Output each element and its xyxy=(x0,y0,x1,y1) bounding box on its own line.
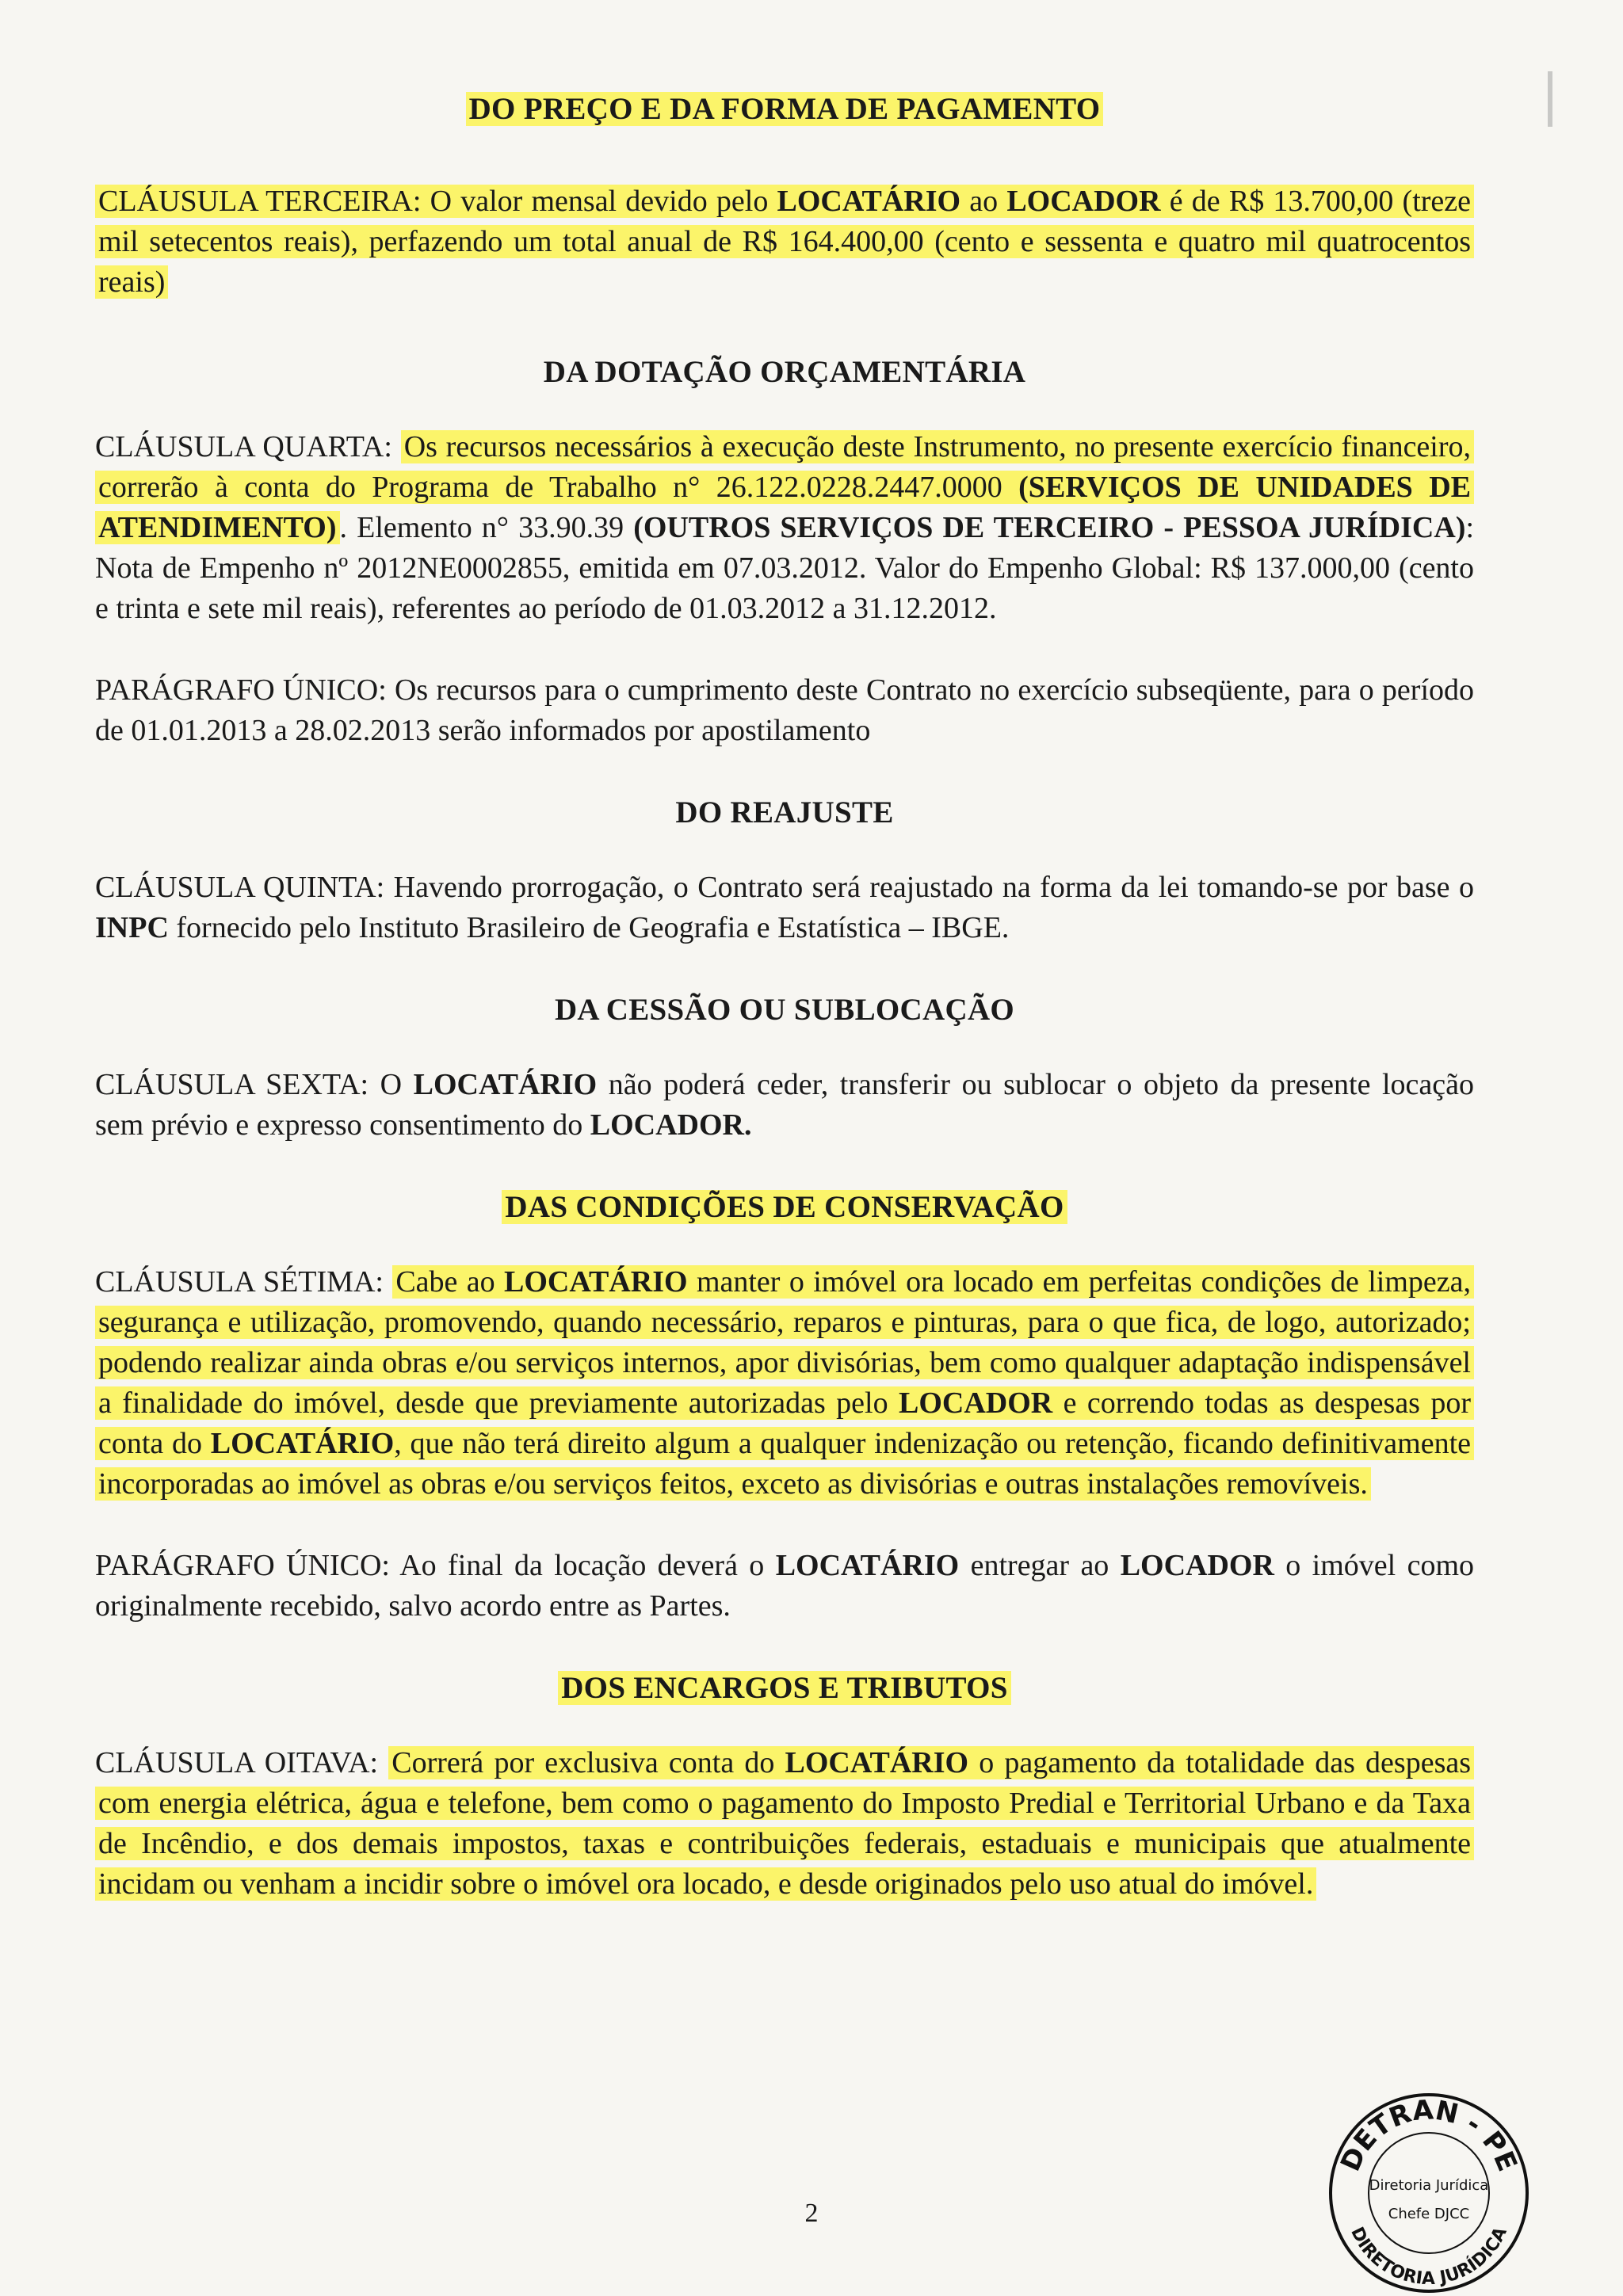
page-number: 2 xyxy=(804,2199,819,2228)
paragrafo-unico-conservacao: PARÁGRAFO ÚNICO: Ao final da locação deverá o LOCATÁRIO entregar ao LOCADOR o imóvel como originalmente recebido, salvo acordo entre as Partes. xyxy=(95,1549,1475,1623)
clause-label: CLÁUSULA TERCEIRA: xyxy=(98,185,422,218)
heading-conservacao: DAS CONDIÇÕES DE CONSERVAÇÃO xyxy=(95,1187,1474,1227)
stamp-line-2: Chefe DJCC xyxy=(1388,2206,1470,2222)
clause-label: CLÁUSULA SEXTA: xyxy=(95,1068,369,1101)
clausula-quinta: CLÁUSULA QUINTA: Havendo prorrogação, o Contrato será reajustado na forma da lei tomando-se por base o INPC fornecido pelo Instituto Brasileiro de Geografia e Estatística – IBGE. xyxy=(95,871,1474,944)
clausula-sexta: CLÁUSULA SEXTA: O LOCATÁRIO não poderá ceder, transferir ou sublocar o objeto da presente locação sem prévio e expresso consentimento do LOCADOR. xyxy=(95,1068,1475,1142)
clause-label: CLÁUSULA OITAVA: xyxy=(95,1746,379,1779)
stamp-bottom-text: DIRETORIA JURÍDICA xyxy=(1346,2224,1511,2290)
clausula-oitava: CLÁUSULA OITAVA: Correrá por exclusiva conta do LOCATÁRIO o pagamento da totalidade das despesas com energia elétrica, água e telefone, bem como o pagamento do Imposto Predial e Territorial Urbano e da Taxa de Incêndio, e dos demais impostos, taxas e contribuições federais, estaduais e municipais que atualmente incidam ou venham a incidir sobre o imóvel ora locado, e desde originados pelo uso atual do imóvel. xyxy=(95,1743,1474,1905)
heading-encargos: DOS ENCARGOS E TRIBUTOS xyxy=(95,1668,1474,1708)
clause-label: PARÁGRAFO ÚNICO: xyxy=(95,1549,390,1582)
clausula-quarta: CLÁUSULA QUARTA: Os recursos necessários à execução deste Instrumento, no presente exercício financeiro, correrão à conta do Programa de Trabalho n° 26.122.0228.2447.0000 (SERVIÇOS DE UNIDADES DE ATENDIMENTO) . Elemento n° 33.90.39 (OUTROS SERVIÇOS DE TERCEIRO - PESSOA JURÍDICA): Nota de Empenho nº 2012NE0002855, emitida em 07.03.2012. Valor do Empenho Global: R$ 137.000,00 (cento e trinta e sete mil reais), referentes ao período de 01.03.2012 a 31.12.2012. xyxy=(95,430,1474,625)
clause-label: CLÁUSULA SÉTIMA: xyxy=(95,1265,384,1299)
contract-body xyxy=(95,89,1474,1946)
clausula-terceira: CLÁUSULA TERCEIRA: O valor mensal devido pelo LOCATÁRIO ao LOCADOR é de R$ 13.700,00 (treze mil setecentos reais), perfazendo um total anual de R$ 164.400,00 (cento e sessenta e quatro mil quatrocentos reais) xyxy=(95,181,1474,303)
stamp-line-1: Diretoria Jurídica xyxy=(1369,2177,1489,2194)
clause-label: CLÁUSULA QUARTA: xyxy=(95,430,392,463)
clause-label: CLÁUSULA QUINTA: xyxy=(95,871,385,904)
stamp-top-text: DETRAN - PE xyxy=(1335,2094,1523,2176)
scan-edge-mark xyxy=(1548,71,1552,127)
heading-dotacao: DA DOTAÇÃO ORÇAMENTÁRIA xyxy=(543,355,1026,389)
detran-stamp xyxy=(1322,2082,1536,2296)
heading-reajuste: DO REAJUSTE xyxy=(675,795,894,830)
heading-cessao: DA CESSÃO OU SUBLOCAÇÃO xyxy=(554,993,1015,1027)
paragrafo-unico-dotacao: PARÁGRAFO ÚNICO: Os recursos para o cumprimento deste Contrato no exercício subseqüente, para o período de 01.01.2013 a 28.02.2013 serão informados por apostilamento xyxy=(95,673,1475,747)
clausula-setima: CLÁUSULA SÉTIMA: Cabe ao LOCATÁRIO manter o imóvel ora locado em perfeitas condições de limpeza, segurança e utilização, promovendo, quando necessário, reparos e pinturas, para o que fica, de logo, autorizado; podendo realizar ainda obras e/ou serviços internos, apor divisórias, bem como qualquer adaptação indispensável a finalidade do imóvel, desde que previamente autorizadas pelo LOCADOR e correndo todas as despesas por conta do LOCATÁRIO, que não terá direito algum a qualquer indenização ou retenção, ficando definitivamente incorporadas ao imóvel as obras e/ou serviços feitos, exceto as divisórias e outras instalações removíveis. xyxy=(95,1262,1474,1505)
clause-label: PARÁGRAFO ÚNICO: xyxy=(95,673,387,707)
heading-pagamento: DO PREÇO E DA FORMA DE PAGAMENTO xyxy=(95,89,1474,129)
